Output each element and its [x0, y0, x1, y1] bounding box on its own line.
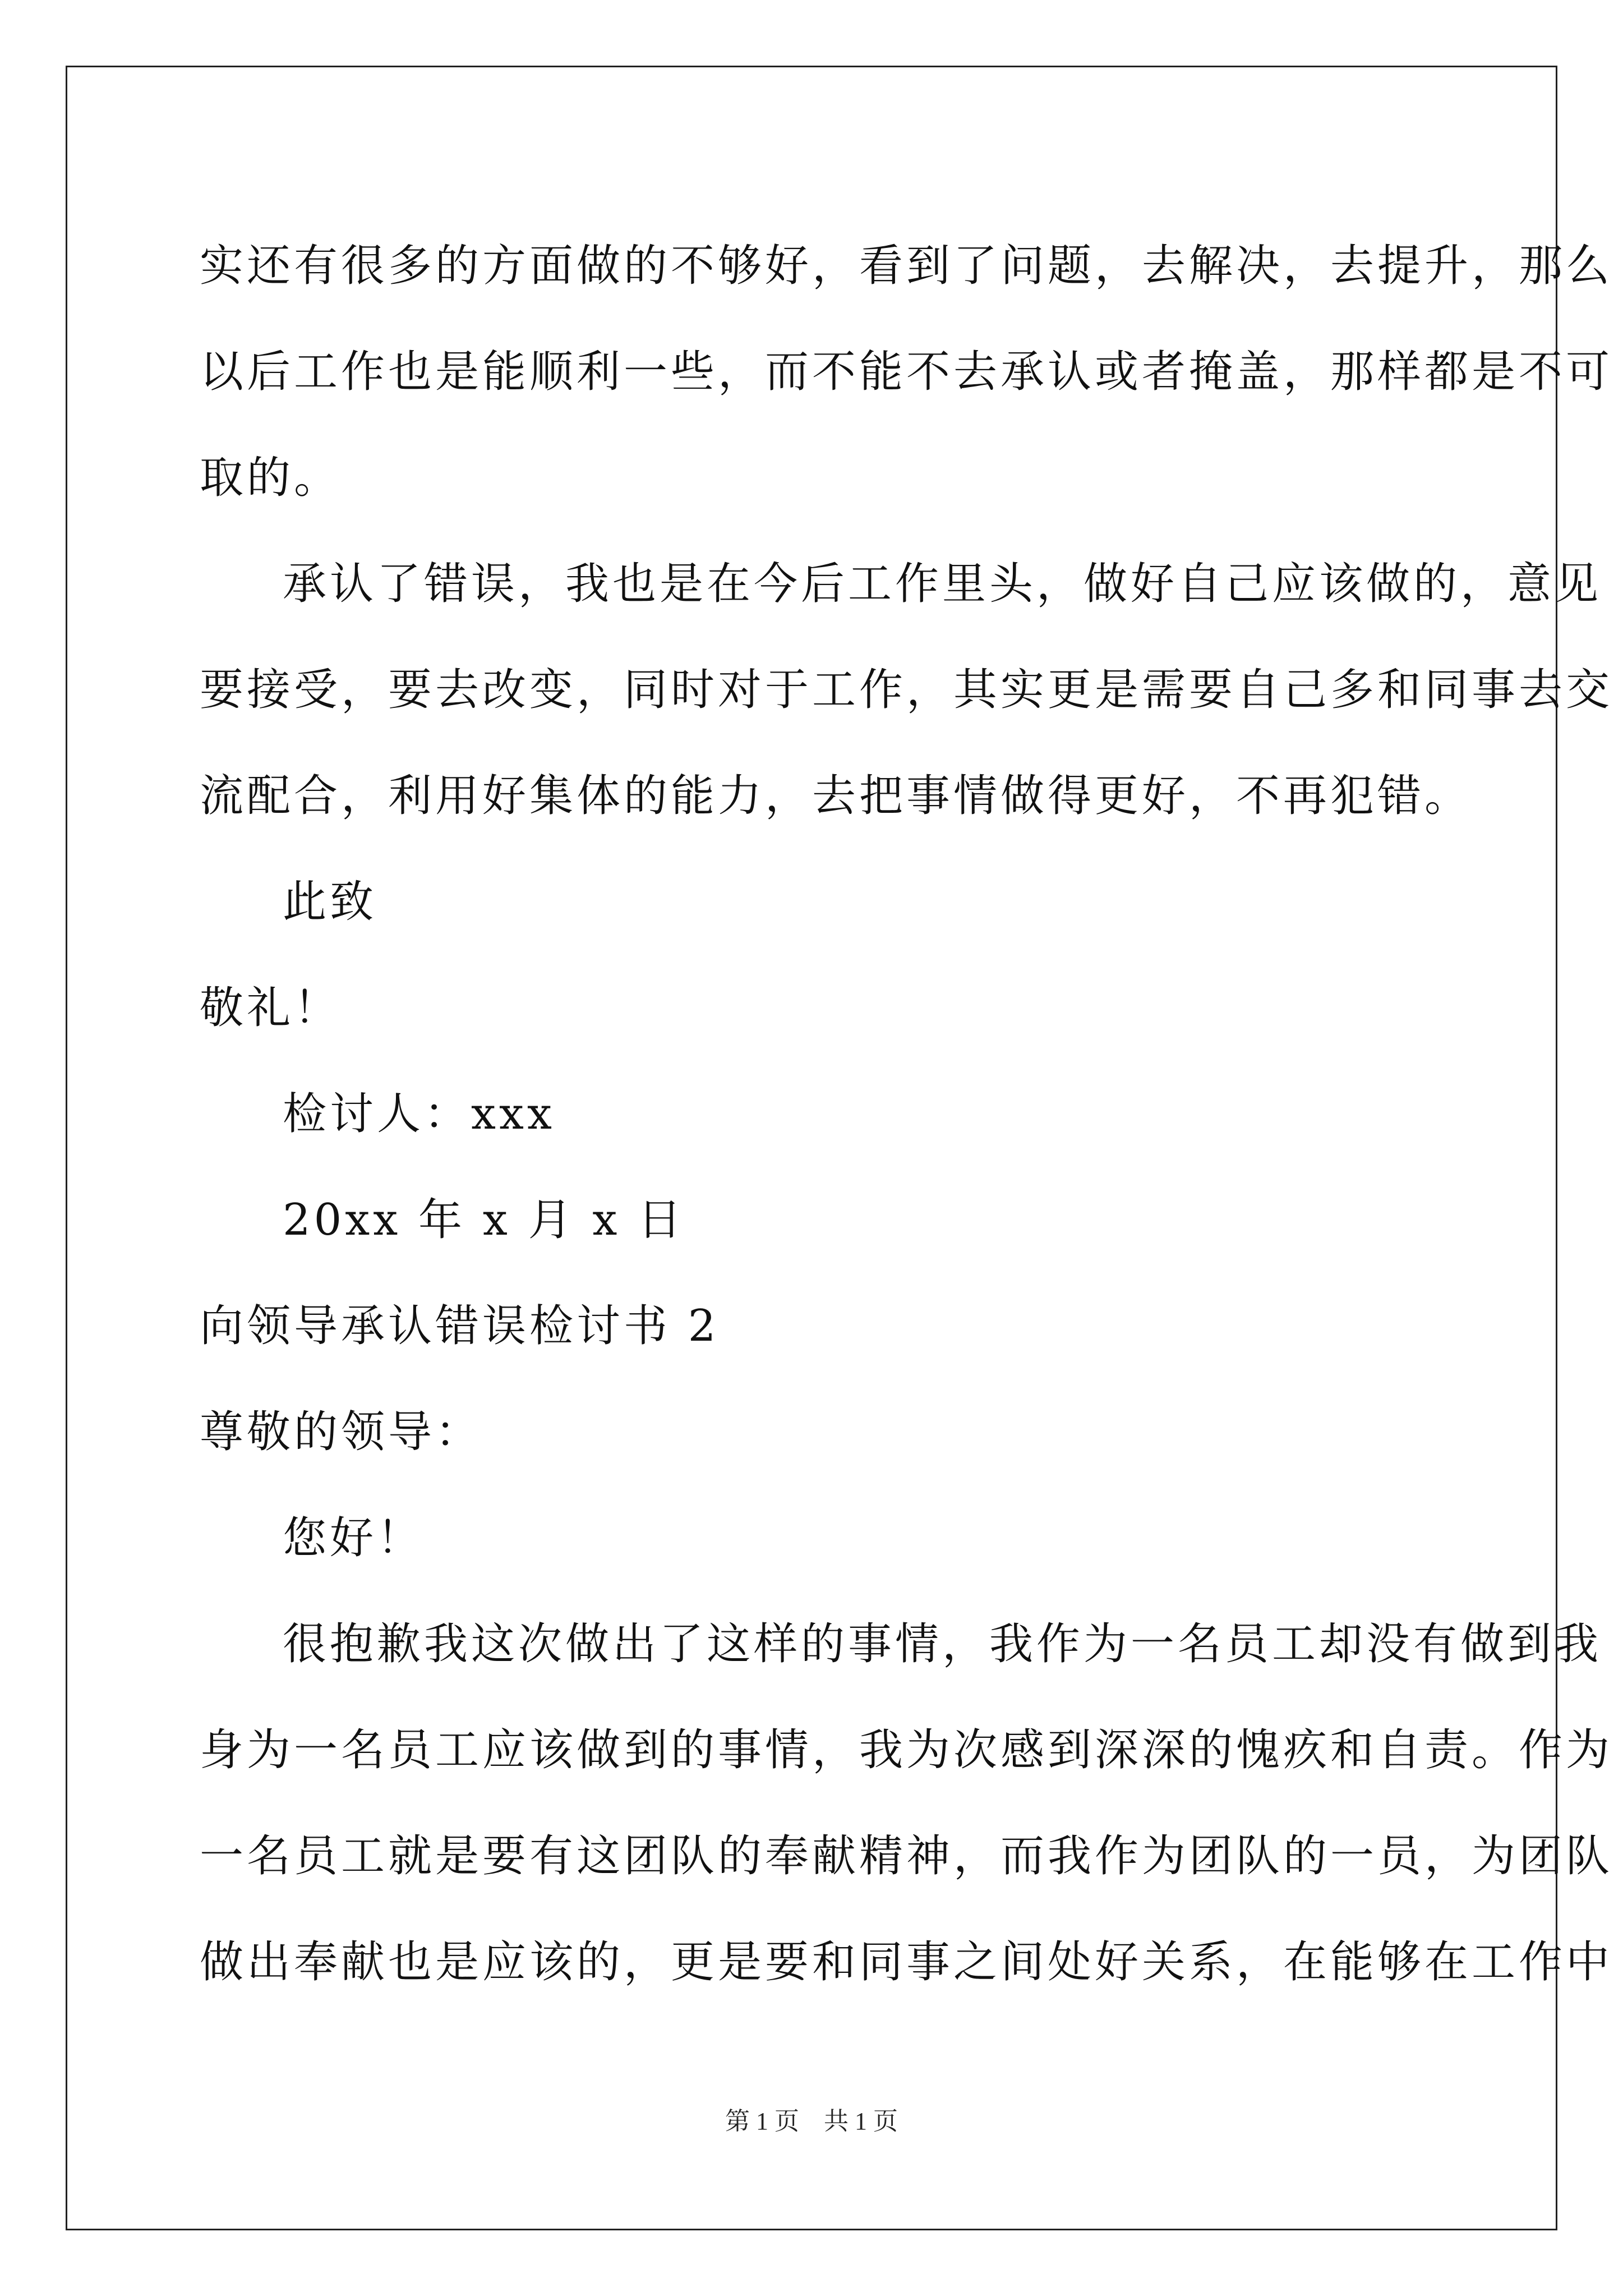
page-number: 第 1 页 共 1 页	[725, 2108, 898, 2135]
text-line: 实还有很多的方面做的不够好，看到了问题，去解决，去提升，那么	[200, 241, 1613, 291]
document-body	[200, 213, 1613, 2016]
text-line: 要接受，要去改变，同时对于工作，其实更是需要自己多和同事去交	[200, 665, 1613, 715]
text-line: 取的。	[200, 453, 342, 503]
text-line: 很抱歉我这次做出了这样的事情，我作为一名员工却没有做到我	[283, 1619, 1602, 1669]
text-line: 承认了错误，我也是在今后工作里头，做好自己应该做的，意见	[283, 559, 1602, 609]
date-line: 20xx 年 x 月 x 日	[283, 1195, 685, 1245]
text-line: 流配合，利用好集体的能力，去把事情做得更好，不再犯错。	[200, 771, 1472, 821]
greeting: 尊敬的领导：	[200, 1407, 483, 1457]
text-line: 以后工作也是能顺利一些，而不能不去承认或者掩盖，那样都是不可	[200, 347, 1613, 397]
text-line: 一名员工就是要有这团队的奉献精神，而我作为团队的一员，为团队	[200, 1831, 1613, 1881]
closing-salutation: 此致	[283, 877, 377, 927]
text-line: 做出奉献也是应该的，更是要和同事之间处好关系，在能够在工作中	[200, 1937, 1613, 1987]
closing-regards: 敬礼！	[200, 983, 342, 1033]
signature-line: 检讨人：xxx	[283, 1089, 555, 1139]
text-line: 身为一名员工应该做到的事情，我为次感到深深的愧疚和自责。作为	[200, 1725, 1613, 1775]
section-title: 向领导承认错误检讨书 2	[200, 1301, 720, 1351]
greeting-hello: 您好！	[283, 1513, 425, 1563]
